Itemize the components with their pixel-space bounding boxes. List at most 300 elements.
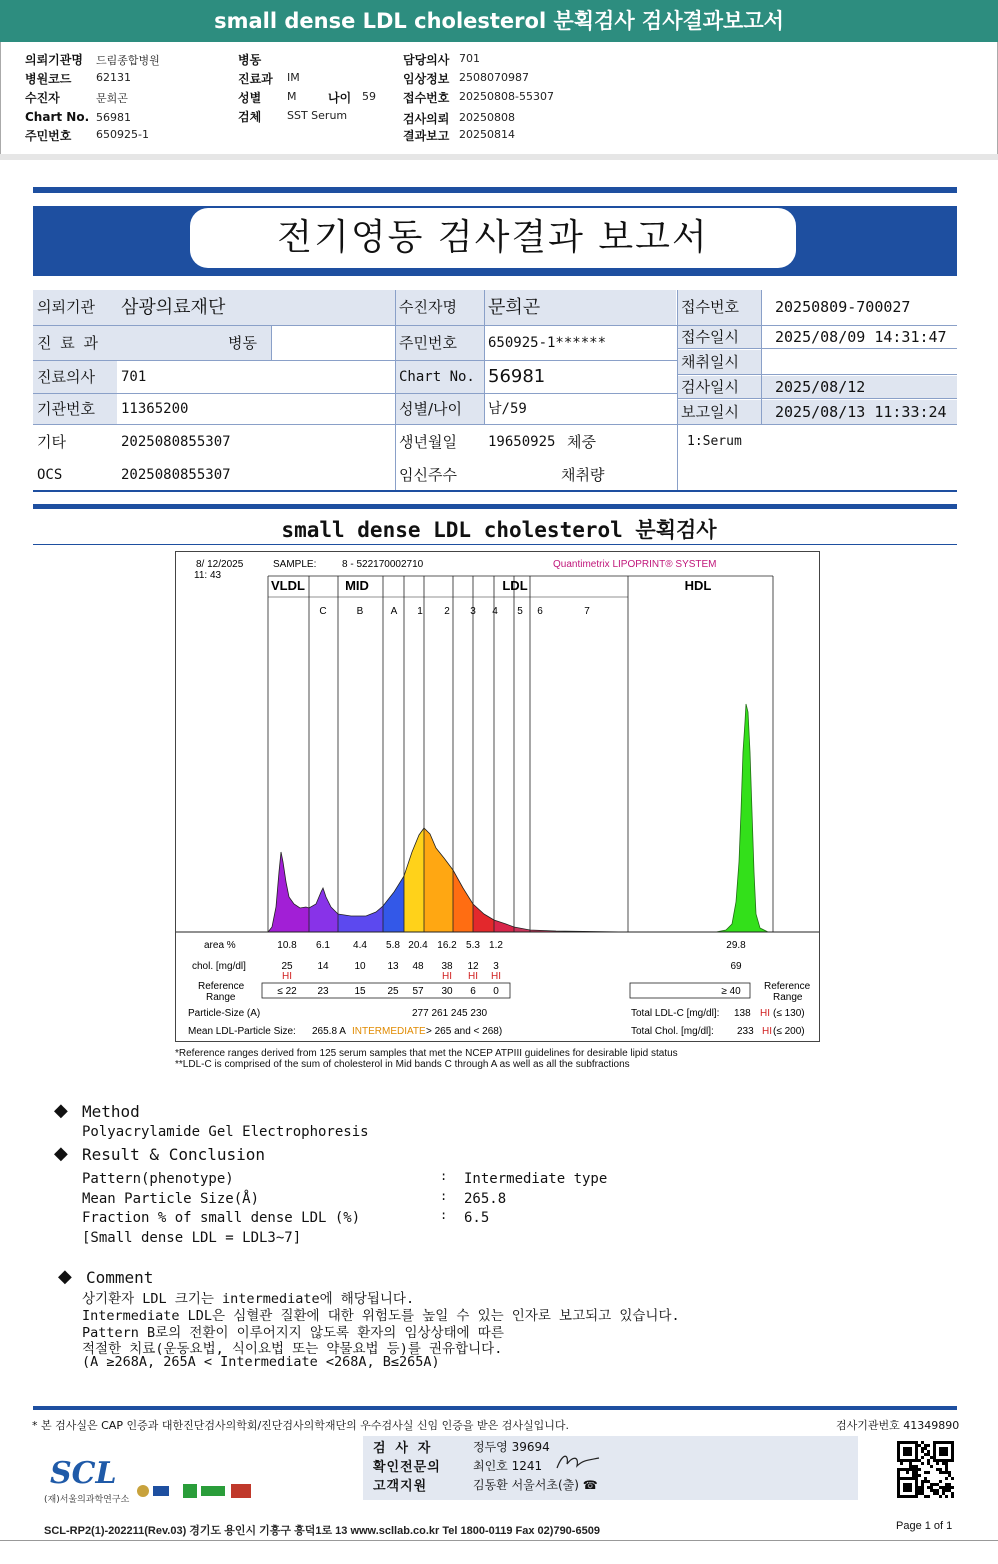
section-title-line (33, 544, 957, 545)
band-area (453, 870, 473, 932)
qr-module (930, 1483, 933, 1486)
qr-module (903, 1489, 906, 1492)
ref-value-hdl: ≥ 40 (721, 986, 741, 997)
brand-name: Quantimetrix LIPOPRINT® SYSTEM (553, 559, 717, 570)
chol-value: 14 (317, 961, 329, 972)
qr-module (897, 1444, 900, 1447)
qr-module (936, 1489, 939, 1492)
area-value: 5.8 (386, 940, 400, 951)
qr-module (918, 1492, 921, 1495)
hdr-label: 수진자 (25, 91, 60, 105)
report-dt-value: 2025/08/13 11:33:24 (761, 400, 957, 424)
doctor-value: 701 (121, 369, 147, 385)
qr-module (939, 1486, 942, 1489)
qr-module (939, 1471, 942, 1474)
qr-module (936, 1483, 939, 1486)
table-line (677, 398, 957, 399)
qr-code-graphic (897, 1441, 955, 1499)
qr-module (939, 1495, 942, 1498)
qr-module (897, 1441, 900, 1444)
hdr-value: 2508070987 (459, 71, 529, 84)
hdr-value: 문희곤 (96, 92, 128, 105)
table-line (677, 374, 957, 375)
group-label: LDL (502, 578, 528, 593)
section-title: small dense LDL cholesterol 분획검사 (281, 518, 717, 542)
qr-module (933, 1459, 936, 1462)
qr-module (897, 1456, 900, 1459)
dept-label: 진 료 과 (33, 326, 117, 360)
qr-module (900, 1477, 903, 1480)
qr-module (903, 1468, 906, 1471)
qr-module (945, 1486, 948, 1489)
qr-module (927, 1450, 930, 1453)
hdr-label: 병동 (238, 53, 262, 67)
signature-icon (553, 1450, 603, 1474)
qr-module (921, 1441, 924, 1444)
qr-module (951, 1477, 954, 1480)
qr-module (918, 1468, 921, 1471)
qr-module (942, 1489, 945, 1492)
scl-logo-sub: (재)서울의과학연구소 (44, 1495, 130, 1505)
qr-module (915, 1477, 918, 1480)
result-label: Fraction % of small dense LDL (%) (82, 1210, 361, 1226)
birth-value: 19650925 (488, 434, 556, 450)
table-line (677, 290, 678, 490)
ref-label-right: Reference (764, 981, 811, 992)
qr-module (897, 1483, 900, 1486)
qr-module (918, 1444, 921, 1447)
qr-module (945, 1468, 948, 1471)
total-ldl-ref: (≤ 130) (773, 1008, 805, 1019)
qr-module (933, 1492, 936, 1495)
table-line (33, 360, 677, 361)
qr-module (948, 1489, 951, 1492)
ref-value: 57 (412, 986, 424, 997)
staff-label: 확인전문의 (373, 1460, 441, 1475)
band-dividers (176, 576, 819, 932)
area-value: 5.3 (466, 940, 480, 951)
staff-value: 최인호 1241 (473, 1459, 543, 1473)
qr-module (927, 1480, 930, 1483)
band-label: 7 (584, 606, 590, 617)
qr-module (909, 1483, 912, 1486)
qr-module (942, 1450, 945, 1453)
qr-module (906, 1486, 909, 1489)
qr-module (921, 1450, 924, 1453)
hdr-value: 20250814 (459, 128, 515, 141)
doctor-label: 진료의사 (33, 361, 117, 393)
qr-module (903, 1495, 906, 1498)
result-colon: : (440, 1208, 448, 1222)
staff-value: 정두영 39694 (473, 1440, 550, 1454)
collect-label: 채취일시 (677, 350, 761, 374)
mean-value: 265.8 A (312, 1026, 346, 1037)
footer-top-line (33, 1406, 957, 1410)
chart-footnote-2: **LDL-C is comprised of the sum of cholesterol in Mid bands C through A as well as all the subfractions (175, 1059, 630, 1070)
hdr-value: 56981 (96, 111, 131, 124)
signature (553, 1450, 603, 1474)
table-line (484, 290, 485, 424)
band-label: 2 (444, 606, 450, 617)
ref-label-right-2: Range (773, 992, 803, 1003)
qr-module (918, 1486, 921, 1489)
chol-value: 48 (412, 961, 424, 972)
total-ldl-hi: HI (760, 1008, 770, 1019)
ref-value: ≤ 22 (277, 986, 297, 997)
hdr-value: M (287, 90, 297, 103)
qr-module (933, 1447, 936, 1450)
collect-value (771, 350, 957, 374)
comment-bullet: ◆ (58, 1266, 72, 1287)
address-line: SCL-RP2(1)-202211(Rev.03) 경기도 용인시 기흥구 흥덕1로 13 www.scllab.co.kr Tel 1800-0119 Fax 02)790-6509 (44, 1525, 600, 1537)
qr-module (903, 1459, 906, 1462)
method-title: Method (82, 1102, 140, 1121)
specimen-value: 1:Serum (687, 434, 742, 449)
cert-statement: * 본 검사실은 CAP 인증과 대한진단검사의학회/진단검사의학재단의 우수검사실 신임 인증을 받은 검사실입니다. (32, 1419, 570, 1432)
etc-value: 2025080855307 (121, 434, 231, 450)
qr-module (909, 1450, 912, 1453)
hdr-age-value: 59 (362, 90, 376, 103)
qr-module (936, 1492, 939, 1495)
qr-module (948, 1459, 951, 1462)
qr-module (909, 1489, 912, 1492)
qr-module (945, 1450, 948, 1453)
qr-module (903, 1483, 906, 1486)
rrn-value: 650925-1****** (488, 335, 607, 351)
qr-module (945, 1471, 948, 1474)
hdr-value: 20250808 (459, 111, 515, 124)
hdr-label: 검체 (238, 110, 262, 124)
area-value: 6.1 (316, 940, 330, 951)
qr-module (927, 1486, 930, 1489)
qr-module (900, 1468, 903, 1471)
qr-module (915, 1483, 918, 1486)
qr-module (936, 1462, 939, 1465)
qr-module (906, 1468, 909, 1471)
qr-module (906, 1477, 909, 1480)
hi-flag: HI (282, 971, 292, 982)
recv-dt-value: 2025/08/09 14:31:47 (775, 328, 947, 346)
report-title-bar (0, 0, 998, 42)
qr-module (909, 1495, 912, 1498)
info-table (33, 290, 957, 490)
chart-label: Chart No. (395, 361, 484, 393)
inst-value: 11365200 (121, 401, 189, 417)
report-title: small dense LDL cholesterol 분획검사 검사결과보고서 (214, 9, 784, 33)
qr-module (915, 1486, 918, 1489)
qr-code-icon (897, 1441, 955, 1499)
result-colon: : (440, 1188, 448, 1203)
result-value: 265.8 (464, 1190, 507, 1207)
hdr-value: 650925-1 (96, 128, 149, 141)
qr-module (921, 1480, 924, 1483)
qr-module (897, 1486, 900, 1489)
chol-value: 69 (730, 961, 742, 972)
qr-module (897, 1450, 900, 1453)
band-area (268, 852, 309, 932)
qr-module (915, 1459, 918, 1462)
chol-value: 3 (493, 961, 499, 972)
ref-value: 23 (317, 986, 329, 997)
qr-module (942, 1492, 945, 1495)
qr-module (921, 1483, 924, 1486)
qr-module (912, 1459, 915, 1462)
result-label: Mean Particle Size(Å) (82, 1190, 260, 1207)
ref-value: 6 (470, 986, 476, 997)
chol-label: chol. [mg/dl] (192, 961, 246, 972)
qr-module (906, 1453, 909, 1456)
result-colon: : (440, 1169, 448, 1183)
qr-module (933, 1483, 936, 1486)
staff-label: 고객지원 (373, 1479, 428, 1494)
band-label: 6 (537, 606, 543, 617)
hdr-value: 드림종합병원 (96, 54, 160, 67)
total-chol-ref: (≤ 200) (773, 1026, 805, 1037)
header-shadow (0, 154, 998, 160)
band-fills (268, 704, 768, 932)
qr-module (945, 1483, 948, 1486)
hdr-label: 임상정보 (403, 72, 450, 86)
qr-module (939, 1459, 942, 1462)
hdr-label: 접수번호 (403, 91, 450, 105)
qr-module (915, 1474, 918, 1477)
qr-module (930, 1465, 933, 1468)
qr-module (936, 1468, 939, 1471)
qr-module (951, 1492, 954, 1495)
sample-value: 8 - 522170002710 (342, 559, 424, 570)
org-value: 삼광의료재단 (117, 290, 395, 325)
band-labels (188, 559, 811, 1037)
qr-module (942, 1447, 945, 1450)
footer-divider (0, 1540, 998, 1541)
scl-logo: SCL (50, 1456, 117, 1491)
hdl-peak (716, 704, 768, 932)
table-line (33, 325, 957, 326)
hdr-label: 진료과 (238, 72, 273, 86)
qr-module (951, 1441, 954, 1444)
band-label: A (390, 606, 398, 617)
electrophoresis-chart (175, 551, 820, 1042)
qr-module (897, 1474, 900, 1477)
recv-no-label: 접수번호 (677, 290, 761, 325)
total-ldl-value: 138 (734, 1008, 751, 1019)
ref-value: 15 (354, 986, 366, 997)
comment-line: (A ≥268A, 265A < Intermediate <268A, B≤265A) (82, 1354, 440, 1371)
qr-module (939, 1453, 942, 1456)
table-line (33, 424, 957, 425)
qr-module (918, 1474, 921, 1477)
hdr-label: 의뢰기관명 (25, 53, 83, 67)
qr-module (897, 1492, 900, 1495)
chol-value: 12 (467, 961, 479, 972)
qr-module (933, 1444, 936, 1447)
band-area (404, 828, 424, 932)
table-line (395, 290, 396, 490)
qr-module (897, 1489, 900, 1492)
hi-flag: HI (442, 971, 452, 982)
particle-label: Particle-Size (A) (188, 1008, 261, 1019)
qr-module (912, 1474, 915, 1477)
qr-module (948, 1483, 951, 1486)
qr-module (906, 1489, 909, 1492)
table-line (271, 326, 272, 360)
group-label: HDL (684, 578, 712, 593)
qr-module (951, 1456, 954, 1459)
qr-module (912, 1495, 915, 1498)
qr-module (912, 1441, 915, 1444)
qr-module (921, 1489, 924, 1492)
qr-module (909, 1462, 912, 1465)
qr-module (951, 1459, 954, 1462)
qr-module (909, 1465, 912, 1468)
qr-module (915, 1444, 918, 1447)
sexage-value: 남/59 (488, 401, 527, 417)
hi-flag: HI (491, 971, 501, 982)
band-area (338, 906, 383, 932)
comment-line: 적절한 치료(운동요법, 식이요법 또는 약물요법 등)를 권유합니다. (82, 1341, 503, 1358)
mean-range: > 265 and < 268) (426, 1026, 503, 1037)
recv-no-value: 20250809-700027 (775, 298, 911, 316)
qr-module (897, 1459, 900, 1462)
qr-module (897, 1480, 900, 1483)
total-chol-hi: HI (762, 1026, 772, 1037)
qr-module (900, 1459, 903, 1462)
qr-module (921, 1492, 924, 1495)
area-value: 29.8 (726, 940, 746, 951)
page-number: Page 1 of 1 (896, 1520, 953, 1532)
patient-value: 문희곤 (484, 290, 676, 325)
report-dt-label: 보고일시 (677, 400, 761, 424)
qr-module (927, 1471, 930, 1474)
ref-value: 0 (493, 986, 499, 997)
total-chol-value: 233 (737, 1026, 754, 1037)
qr-module (945, 1477, 948, 1480)
result-value: 6.5 (464, 1210, 490, 1226)
qr-module (924, 1495, 927, 1498)
hdr-label: Chart No. (25, 110, 90, 124)
area-value: 10.8 (277, 940, 297, 951)
qr-module (924, 1480, 927, 1483)
qr-module (906, 1471, 909, 1474)
qr-module (900, 1495, 903, 1498)
qr-module (903, 1453, 906, 1456)
qr-module (918, 1459, 921, 1462)
hdr-value: 62131 (96, 71, 131, 84)
qr-module (921, 1462, 924, 1465)
chart-footnote-1: *Reference ranges derived from 125 serum samples that met the NCEP ATPIII guidelines for desirable lipid status (175, 1048, 678, 1059)
qr-module (939, 1447, 942, 1450)
total-chol-label: Total Chol. [mg/dl]: (631, 1026, 714, 1037)
qr-module (906, 1483, 909, 1486)
qr-module (915, 1495, 918, 1498)
qr-module (942, 1459, 945, 1462)
comment-line: 상기환자 LDL 크기는 intermediate에 해당됩니다. (82, 1291, 415, 1307)
qr-module (921, 1447, 924, 1450)
qr-module (945, 1459, 948, 1462)
test-dt-label: 검사일시 (677, 376, 761, 398)
ref-value: 30 (441, 986, 453, 997)
qr-module (951, 1486, 954, 1489)
qr-module (909, 1468, 912, 1471)
qr-module (909, 1453, 912, 1456)
ref-label-2: Range (206, 992, 236, 1003)
ward-label: 병동 (117, 326, 271, 360)
qr-module (903, 1477, 906, 1480)
hdr-label: 검사의뢰 (403, 112, 450, 126)
qr-module (909, 1477, 912, 1480)
recv-dt-label: 접수일시 (677, 326, 761, 348)
inst-number: 검사기관번호 41349890 (836, 1419, 960, 1432)
ocs-label: OCS (37, 467, 63, 483)
hdr-value: 701 (459, 52, 480, 65)
ocs-value: 2025080855307 (121, 467, 231, 483)
qr-module (915, 1468, 918, 1471)
comment-line: Intermediate LDL은 심혈관 질환에 대한 위험도를 높일 수 있는 인자로 보고되고 있습니다. (82, 1307, 680, 1324)
total-ldl-label: Total LDL-C [mg/dl]: (631, 1008, 720, 1019)
qr-module (924, 1471, 927, 1474)
method-text: Polyacrylamide Gel Electrophoresis (82, 1124, 369, 1140)
rrn-label: 주민번호 (395, 326, 484, 360)
inst-label: 기관번호 (33, 394, 117, 424)
qr-module (933, 1456, 936, 1459)
qr-module (936, 1441, 939, 1444)
hi-flag: HI (468, 971, 478, 982)
qr-module (933, 1450, 936, 1453)
chart-value: 56981 (488, 366, 546, 387)
result-value: Intermediate type (464, 1171, 608, 1187)
volume-label: 채취량 (561, 466, 605, 484)
qr-module (921, 1456, 924, 1459)
cert-logos (135, 1480, 255, 1502)
band-area (424, 828, 453, 932)
area-value: 16.2 (437, 940, 457, 951)
comment-title: Comment (86, 1268, 154, 1287)
table-bottom-line (33, 490, 957, 492)
qr-module (945, 1495, 948, 1498)
qr-module (939, 1480, 942, 1483)
qr-module (933, 1441, 936, 1444)
qr-module (909, 1447, 912, 1450)
qr-module (897, 1495, 900, 1498)
qr-module (924, 1477, 927, 1480)
mean-class: INTERMEDIATE (352, 1026, 426, 1037)
preg-label: 임신주수 (399, 466, 457, 484)
chol-value: 25 (281, 961, 293, 972)
qr-module (924, 1447, 927, 1450)
qr-module (915, 1447, 918, 1450)
qr-module (945, 1462, 948, 1465)
qr-module (939, 1450, 942, 1453)
result-bullet: ◆ (54, 1143, 68, 1164)
band-label: B (356, 606, 364, 617)
qr-module (930, 1456, 933, 1459)
birth-label: 생년월일 (399, 433, 457, 451)
hdr-label: 병원코드 (25, 72, 72, 86)
cert-logos-icon (135, 1480, 255, 1502)
hdr-label: 결과보고 (403, 129, 450, 143)
chart-date: 8/ 12/2025 (196, 559, 244, 570)
hdr-label: 주민번호 (25, 129, 72, 143)
qr-module (915, 1492, 918, 1495)
qr-module (939, 1441, 942, 1444)
qr-module (918, 1489, 921, 1492)
band-area (383, 876, 404, 932)
qr-module (951, 1450, 954, 1453)
qr-module (945, 1465, 948, 1468)
qr-module (927, 1459, 930, 1462)
qr-module (927, 1495, 930, 1498)
sample-label: SAMPLE: (273, 559, 317, 570)
